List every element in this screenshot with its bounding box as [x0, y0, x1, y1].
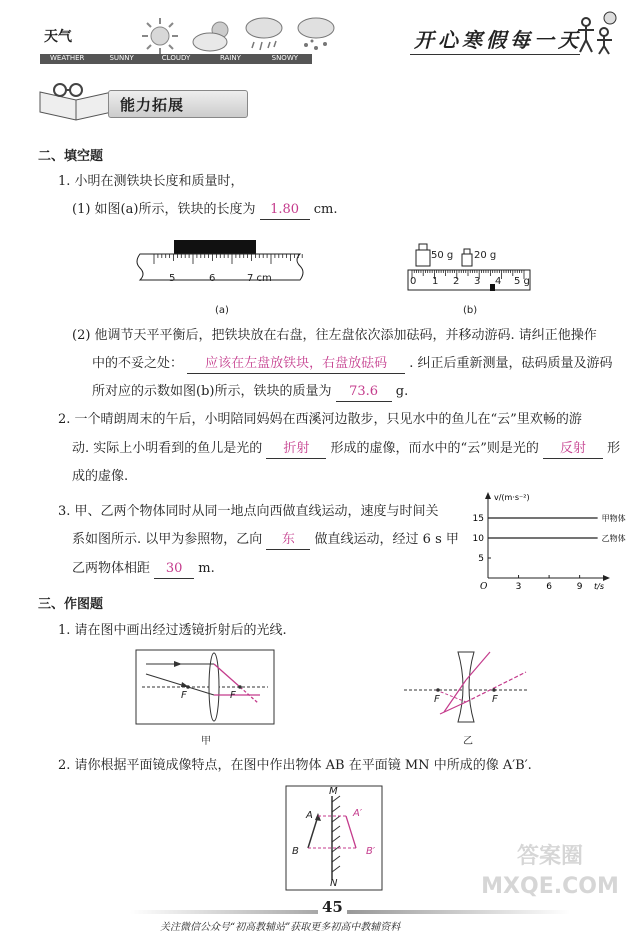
rider-tick-label: 3 [474, 276, 481, 287]
series-label: 甲物体 [601, 514, 626, 523]
y-tick-label: 15 [472, 514, 484, 524]
rider-tick-label: 4 [495, 276, 502, 287]
kids-playing-icon [572, 8, 622, 56]
q3-line3-pre: 乙两物体相距 [72, 561, 151, 576]
weather-item: CLOUDY [161, 54, 191, 62]
focus-label: F [434, 694, 440, 705]
velocity-time-chart [466, 493, 626, 594]
s3-q2-text: 2. 请你根据平面镜成像特点，在图中作出物体 AB 在平面镜 MN 中所成的像 A′B′. [58, 758, 532, 773]
q1-part2-line3-pre: 所对应的示数如图(b)所示，铁块的质量为 [92, 384, 332, 399]
q3-line2-post: 做直线运动，经过 6 s 甲 [314, 532, 459, 547]
point-label-B-prime: B′ [366, 846, 376, 857]
ruler-tick-label: 7 cm [247, 273, 272, 284]
q1-part1-answer: 1.80 [260, 200, 310, 220]
q1-part1-post: cm. [313, 202, 338, 217]
header-title: 开心寒假每一天 [414, 28, 582, 52]
footer-bar [130, 910, 570, 914]
q1-part2-line2 [92, 354, 613, 374]
weather-item: SUNNY [109, 54, 134, 62]
origin-label: O [480, 582, 488, 592]
section2-heading: 二、填空题 [38, 149, 104, 164]
banner-title: 能力拓展 [120, 96, 185, 114]
q1-part2-line2-pre: 中的不妥之处： [92, 356, 184, 371]
q1-part2-line3-post: g. [395, 384, 409, 399]
x-tick-label: 6 [546, 582, 552, 592]
weather-labels-bar [40, 54, 312, 64]
q1-part2-line1: (2) 他调节天平平衡后，把铁块放在右盘，往左盘依次添加砝码，并移动游码. 请纠正他操作 [72, 328, 597, 343]
q1-stem: 1. 小明在测铁块长度和质量时， [58, 174, 244, 189]
q2-line3: 成的虚像. [72, 469, 129, 484]
q2-answer2: 反射 [543, 439, 603, 459]
q3-answer1: 东 [266, 530, 310, 550]
weight-label-50g: 50 g [431, 250, 454, 261]
q1-part2-line2-post: . 纠正后重新测量，砝码质量及游码 [409, 356, 613, 371]
x-tick-label: 9 [576, 582, 583, 592]
concave-lens-figure [400, 650, 532, 724]
sun-icon [140, 16, 180, 56]
weight-label-20g: 20 g [474, 250, 497, 261]
figure-a-caption: (a) [215, 305, 229, 316]
y-axis-label: v/(m·s⁻²) [494, 493, 530, 502]
mirror-label-M: M [329, 786, 338, 797]
book-glasses-icon [36, 82, 116, 124]
q1-part1-pre: (1) 如图(a)所示，铁块的长度为 [72, 202, 256, 217]
q3-line3-post: m. [198, 561, 215, 576]
series-label: 乙物体 [601, 534, 626, 543]
footer-note: 关注微信公众号“初高教辅站”获取更多初高中教辅资料 [160, 922, 401, 933]
focus-label: F [492, 694, 498, 705]
s3-q1-text: 1. 请在图中画出经过透镜折射后的光线. [58, 623, 287, 638]
x-axis-label: t/s [594, 582, 604, 591]
y-tick-label: 5 [478, 554, 484, 564]
q2-line2-post: 形 [607, 441, 621, 456]
focus-label: F [181, 690, 187, 701]
y-tick-label: 10 [472, 534, 484, 544]
rider-tick-label: 5 g [514, 276, 530, 287]
q1-part2-line3 [92, 382, 408, 402]
x-tick-label: 3 [515, 582, 522, 592]
section-banner [36, 82, 246, 124]
q3-line2-pre: 系如图所示. 以甲为参照物，乙向 [72, 532, 263, 547]
q2-line2-pre: 动. 实际上小明看到的鱼儿是光的 [72, 441, 263, 456]
q2-line1: 2. 一个晴朗周末的午后，小明陪同妈妈在西溪河边散步，只见水中的鱼儿在“云”里欢畅的游 [58, 412, 582, 427]
q1-part2-answer1: 应该在左盘放铁块，右盘放砝码 [187, 354, 405, 374]
header-divider [410, 54, 580, 55]
weather-label: 天气 [44, 29, 72, 45]
mirror-label-N: N [330, 878, 338, 889]
lens-label-left: 甲 [201, 736, 211, 747]
q2-answer1: 折射 [266, 439, 326, 459]
section3-heading: 三、作图题 [38, 597, 104, 612]
q1-part2-answer2: 73.6 [336, 382, 392, 402]
header-weather-block [40, 10, 310, 66]
cloudy-icon [190, 18, 236, 54]
watermark: 答案圈 MXQE.COM [481, 844, 619, 899]
x-axis-arrow [603, 575, 610, 581]
page-number: 45 [318, 898, 347, 916]
focus-label: F [230, 690, 236, 701]
weather-item: WEATHER [49, 54, 85, 62]
q1-part1 [72, 200, 337, 220]
point-label-A: A [306, 810, 313, 821]
convex-lens-figure [136, 650, 274, 724]
q3-line2 [72, 530, 459, 550]
ruler-tick-label: 5 [169, 273, 176, 284]
plane-mirror-figure [286, 786, 382, 890]
q2-line2-mid: 形成的虚像，而水中的“云”则是光的 [330, 441, 539, 456]
rainy-icon [242, 14, 288, 56]
y-axis-arrow [485, 492, 491, 499]
point-label-B: B [292, 846, 299, 857]
lens-label-right: 乙 [463, 736, 473, 747]
ruler-figure-a [132, 236, 312, 292]
rider-tick-label: 0 [410, 276, 417, 287]
q3-line1: 3. 甲、乙两个物体同时从同一地点向西做直线运动，速度与时间关 [58, 504, 439, 519]
point-label-A-prime: A′ [353, 808, 363, 819]
q2-line2 [72, 439, 620, 459]
weather-item: RAINY [219, 54, 241, 62]
q3-answer2: 30 [154, 559, 194, 579]
ruler-tick-label: 6 [209, 273, 216, 284]
balance-figure-b [404, 240, 534, 296]
rider-tick-label: 2 [453, 276, 460, 287]
q3-line3 [72, 559, 215, 579]
figure-b-caption: (b) [463, 305, 478, 316]
snowy-icon [294, 14, 340, 56]
weather-item: SNOWY [271, 54, 299, 62]
rider-tick-label: 1 [432, 276, 439, 287]
